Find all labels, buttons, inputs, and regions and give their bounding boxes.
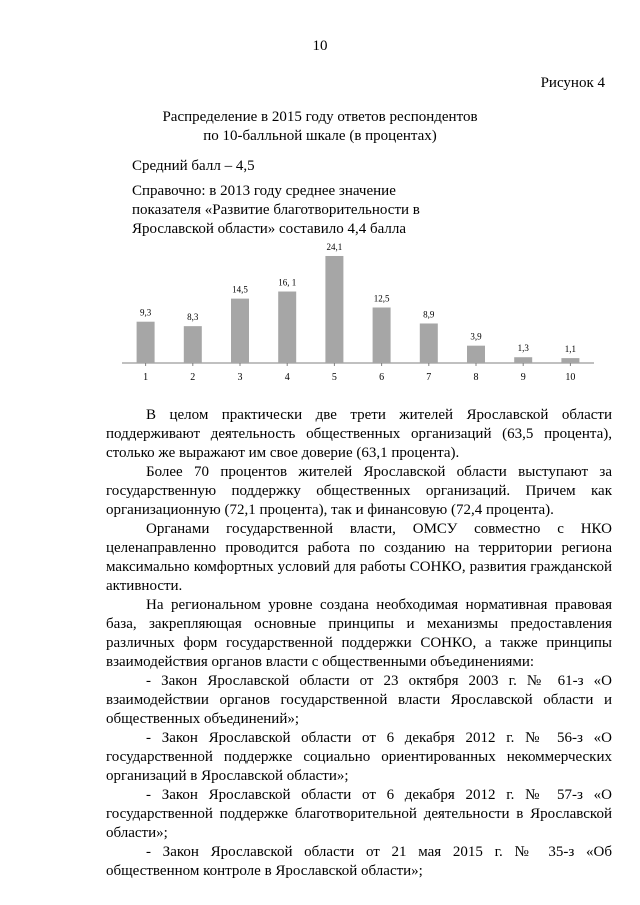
chart-title-line-1: Распределение в 2015 году ответов респондентов	[162, 109, 478, 125]
x-tick-label-5: 5	[331, 372, 337, 383]
reference-note-line-3: Ярославской области» составило 4,4 балла	[132, 221, 407, 237]
x-tick-label-9: 9	[520, 372, 526, 383]
x-tick-label-8: 8	[473, 372, 479, 383]
data-label-9: 1,3	[517, 343, 529, 354]
bar-3	[231, 299, 249, 363]
figure-label: Рисунок 4	[540, 75, 605, 91]
law-item-1: - Закон Ярославской области от 23 октября 2003 г. № 61-з «О взаимодействии органов государственной власти Ярославской области и общественных объединений»;	[106, 673, 612, 727]
data-label-3: 14,5	[232, 284, 248, 295]
x-tick-label-7: 7	[426, 372, 432, 383]
body-text	[106, 406, 612, 881]
bar-chart	[110, 240, 600, 390]
reference-note	[132, 182, 420, 239]
x-tick-label-2: 2	[190, 372, 196, 383]
bar-10	[561, 358, 579, 363]
paragraph-1: В целом практически две трети жителей Ярославской области поддерживают деятельность общественных организаций (63,5 процента), столько же выражают им свое доверие (63,1 процента).	[106, 407, 612, 461]
bar-1	[137, 322, 155, 363]
data-label-4: 16, 1	[278, 277, 297, 288]
x-tick-label-6: 6	[379, 372, 385, 383]
x-tick-label-3: 3	[237, 372, 243, 383]
law-item-2: - Закон Ярославской области от 6 декабря 2012 г. № 56-з «О государственной поддержке социально ориентированных некоммерческих организаций в Ярославской области»;	[106, 730, 612, 784]
page-number: 10	[312, 38, 328, 54]
bar-5	[325, 256, 343, 363]
bar-6	[373, 308, 391, 364]
reference-note-line-2: показателя «Развитие благотворительности в	[132, 202, 420, 218]
data-label-2: 8,3	[187, 312, 199, 323]
data-label-7: 8,9	[423, 309, 435, 320]
data-label-8: 3,9	[470, 331, 482, 342]
paragraph-4: На региональном уровне создана необходимая нормативная правовая база, закрепляющая основные принципы и механизмы предоставления различных форм государственной поддержки СОНКО, а также принципы взаимодействия органов власти с общественными объединениями:	[106, 597, 612, 670]
chart-info-block	[132, 156, 420, 239]
paragraph-3: Органами государственной власти, ОМСУ совместно с НКО целенаправленно проводится работа по созданию на территории региона максимально комфортных условий для работы СОНКО, развития гражданской активности.	[106, 521, 612, 594]
law-item-4: - Закон Ярославской области от 21 мая 2015 г. № 35-з «Об общественном контроле в Ярославской области»;	[106, 844, 612, 879]
data-label-5: 24,1	[326, 241, 343, 252]
x-tick-label-4: 4	[284, 372, 290, 383]
bar-2	[184, 326, 202, 363]
data-label-6: 12,5	[373, 293, 390, 304]
average-score: Средний балл – 4,5	[132, 158, 255, 174]
x-tick-label-1: 1	[143, 372, 149, 383]
bar-7	[420, 323, 438, 363]
data-label-1: 9,3	[139, 307, 152, 318]
bar-9	[514, 357, 532, 363]
reference-note-line-1: Справочно: в 2013 году среднее значение	[132, 183, 396, 199]
chart-title	[0, 108, 640, 146]
paragraph-2: Более 70 процентов жителей Ярославской области выступают за государственную поддержку общественных организаций. Причем как организационную (72,1 процента), так и финансовую (72,4 процента).	[106, 464, 612, 518]
x-tick-label-10: 10	[565, 372, 576, 383]
data-label-10: 1,1	[564, 344, 577, 355]
bar-8	[467, 346, 485, 363]
law-item-3: - Закон Ярославской области от 6 декабря 2012 г. № 57-з «О государственной поддержке благотворительной деятельности в Ярославской области»;	[106, 787, 612, 841]
bar-4	[278, 292, 296, 363]
chart-title-line-2: по 10-балльной шкале (в процентах)	[203, 128, 437, 144]
